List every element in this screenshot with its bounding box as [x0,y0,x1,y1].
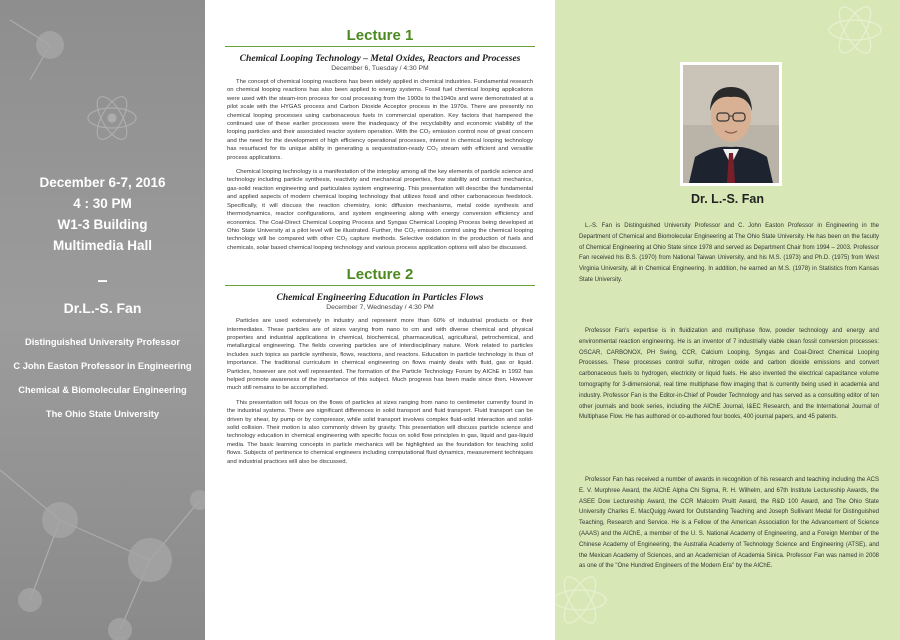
lecture2-title: Chemical Engineering Education in Particles Flows [276,292,484,304]
speaker-title-1: Distinguished University Professor [25,337,180,347]
speaker-name-heading: Dr. L.-S. Fan [691,192,764,206]
lecture2-heading: Lecture 2 [225,266,535,286]
speaker-photo [680,62,782,186]
event-time: 4 : 30 PM [73,196,132,211]
left-info-panel [0,0,205,640]
bio-paragraph: Professor Fan has received a number of awards in recognition of his research and teaching including the ACS E. V. Murphree Award, the AIChE Alpha Chi Sigma, R. H. Wilhelm, and 67th Institute Lectureship Awards, the ASEE Dow Lectureship Award, the CCR Malcolm Pruitt Award, the R&D 100 Award, and The Ohio State University Charles E. MacQuigg Award for Outstanding Teaching and Joseph Sullivant Medal for Distinguished Teaching, Research and Service. He is a Fellow of the American Association for the Advancement of Science (AAAS) and the AIChE, a member of the U. S. National Academy of Engineering, and a Foreign Member of the Chinese Academy of Engineering, the Australia Academy of Technology Science and Engineering (ATSE), and the Mexican Academy of Sciences, and an Academician of Academia Sinica. Professor Fan was named in 2008 as one of the "One Hundred Engineers of the Modern Era" by the AIChE. [579,477,879,570]
event-dates: December 6-7, 2016 [39,175,166,190]
speaker-title-4: The Ohio State University [45,409,160,419]
lectures-column [205,0,555,640]
lecture2-paragraph: Particles are used extensively in industry and represent more than 60% of industrial products or their intermediates. These particles are of sizes varying from nano to cm and with diverse chemical and physical properties and industrial applications in chemical, biochemical, pharmaceutical, agricultural, petrochemical, and metallurgical engineering. The fields covering particles are of interdisciplinary nature. Work related to particles includes such topics as particle synthesis, flows, reactions, and reactors. Education in particle technology is thus of importance. The traditional curriculum in chemical engineering on flows mainly deals with fluid, gas or liquid. Particles, however are not well represented. The formation of the Particle Technology Forum by AIChE in 1992 has helped promote awareness of the importance of this subject. Much progress has been made since then. However much still remains to be accomplished. [227,318,533,392]
lecture1-title: Chemical Looping Technology – Metal Oxides, Reactors and Processes [239,53,521,64]
bio-paragraph: L.-S. Fan is Distinguished University Professor and C. John Easton Professor in Engineering in the Department of Chemical and Biomolecular Engineering at The Ohio State University. He has been on the faculty of Chemical Engineering at Ohio State since 1978 and served as Department Chair from 1994 – 2003. Professor Fan received his B.S. (1970) from National Taiwan University, and his M.S. (1973) and Ph.D. (1975) from West Virginia University, all in Chemical Engineering. In addition, he earned an M.S. (1978) in Statistics from Kansas State University. [579,223,879,283]
speaker-title-3: Chemical & Biomolecular Engineering [18,385,187,395]
speaker-name-left: Dr.L.-S. Fan [63,300,142,316]
speaker-portrait-image [683,65,779,183]
bio-paragraph: Professor Fan's expertise is in fluidization and multiphase flow, powder technology and energy and environmental reaction engineering. He is an inventor of 7 industrially viable clean fossil conversion processes: OSCAR, CARBONOX, PH Swing, CCR, Calcium Looping, Syngas and Coal-Direct Chemical Looping Processes. These processes control sulfur, nitrogen oxide and carbon dioxide emissions and convert carbonaceous fuels to hydrogen, electricity or liquid fuels. He also invented the electrical capacitance volume tomography for 3-dimensional, real time multiphase flow imaging that is currently being used in academia and industry. Professor Fan is the Editor-in-Chief of Powder Technology and has served as a consulting editor of ten other journals and book series, including the AIChE Journal, I&EC Research, and the International Journal of Multiphase Flow. He has authored or co-authored four books, 400 journal papers, and 45 patents. [579,328,879,421]
lecture1-heading: Lecture 1 [225,27,535,47]
lecture1-paragraph: Chemical looping technology is a manifestation of the interplay among all the key elements of particle science and technology including particle synthesis, reactivity and mechanical properties, flow stability and contact mechanics, gas-solid reaction engineering and particulates system engineering. This presentation will describe the fundamental and applied aspects of modern chemical looping technology that utilizes fossil and other carbonaceous feedstock. Specifically, it will discuss the reaction chemistry, ionic diffusion mechanisms, metal oxide synthesis and thermodynamics, reactor configurations, and system engineering along with energy conversion efficiency and economics. The Coal-Direct Chemical Looping Process and Syngas Chemical Looping Process being developed at Ohio State University at a pilot level will be illustrated. Further, the CO₂ emission control using the chemical looping technology will be compared with other CO₂ capture methods. Selective oxidation in the production of fuels and chemicals, solar based chemical looping technology and various process application options will also be discussed. [227,169,533,251]
lecture1-paragraph: The concept of chemical looping reactions has been widely applied in chemical industries. Fundamental research on chemical looping reactions has also been applied to energy systems. Fossil fuel chemical looping applications were used with the steam-iron process for coal processing from the 1900s to the1940s and were demonstrated at a pilot scale with the HYGAS process and Carbon Dioxide Acceptor process in the 1970s. There are presently no chemical looping processes using carbonaceous fuels in commercial operation. Key factors that hampered the continued use of these earlier processes were the inadequacy of the recyclability and economic viability of the looping particles and their associated reactor system operation. With the CO₂ emission control now of great concern and the need for the development of high efficiency operational processes, interest in chemical looping technology has resurfaced for its unique ability in generating a sequestration-ready CO₂ stream with efficient and versatile process applications. [227,79,533,161]
lecture1-date: December 6, Tuesday / 4:30 PM [331,65,429,72]
event-info [0,172,205,432]
event-hall: Multimedia Hall [52,238,152,253]
lecture2-date: December 7, Wednesday / 4:30 PM [326,304,434,312]
lecture2-paragraph: This presentation will focus on the flows of particles at sizes ranging from nano to centimeter currently found in the industrial systems. There are significant differences in solid transport and fluid transport. Fluid transport can be driven by shear, by pump or by compressor, while solid transport involves complex fluid-solid interaction and solid-solid collision. Their motion is also commonly driven by gravity. This presentation will discuss particle science and technology education in chemical engineering with specific focus on solid flow principles in gas, liquid and gas-liquid media. The basic learning concepts in particle mechanics will be highlighted as the foundation for teaching solid flows. Subjects of pertinence to chemical engineers including computational fluid dynamics, measurement techniques and industrial practices will also be discussed. [227,399,533,465]
speaker-bio-panel [555,0,900,640]
speaker-title-2: C John Easton Professor in Engineering [13,361,192,371]
divider-dash: – [97,270,108,290]
event-building: W1-3 Building [57,217,148,232]
